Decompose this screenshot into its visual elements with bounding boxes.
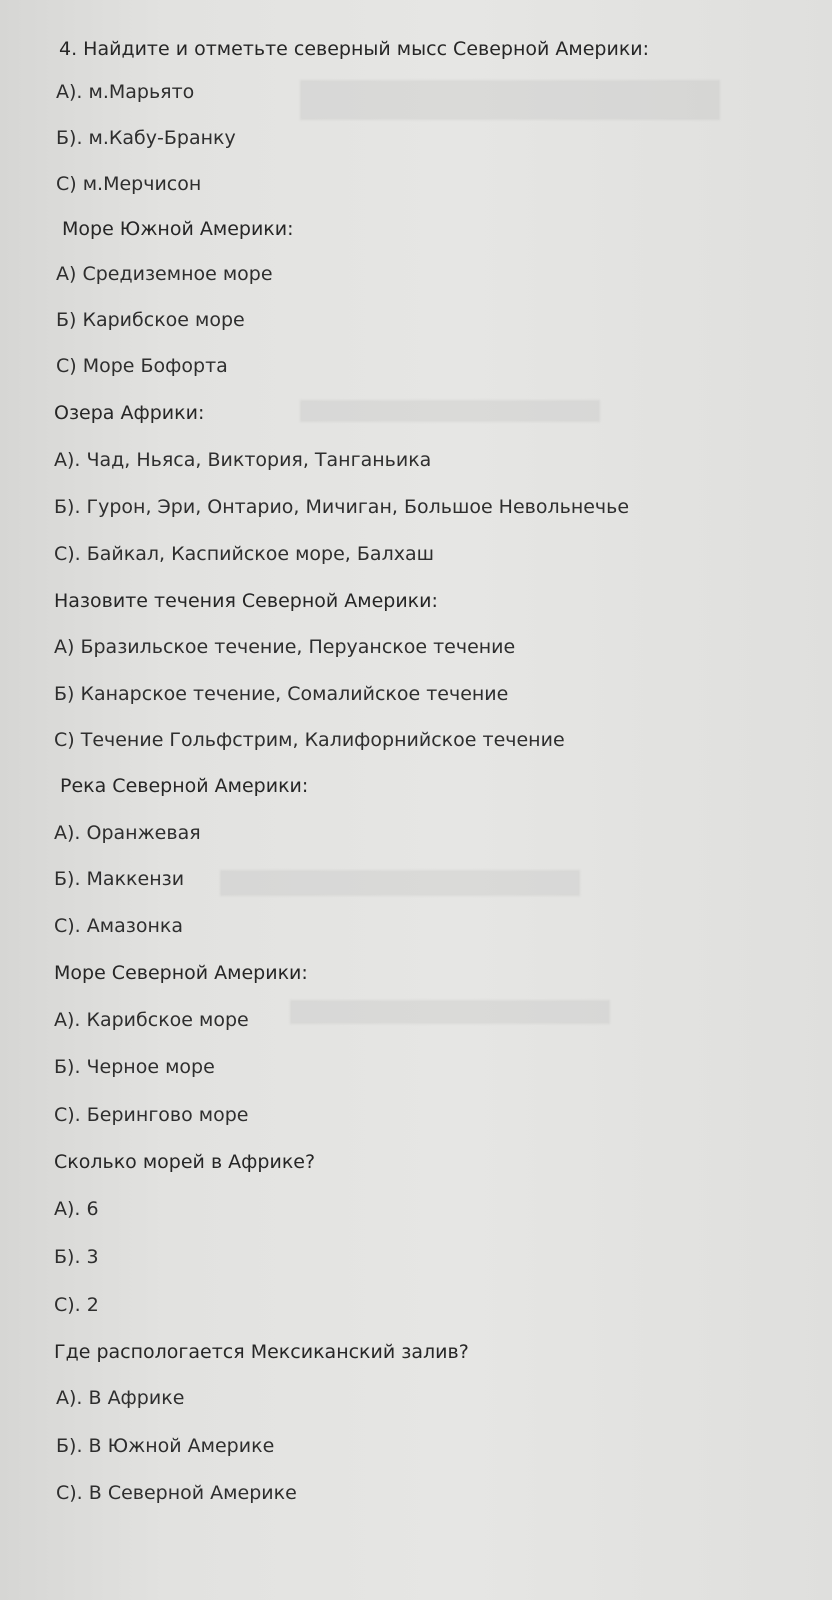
- question-3-text: Озера Африки:: [54, 402, 205, 424]
- question-1-option-b: Б). м.Кабу-Бранку: [56, 127, 236, 149]
- question-6-option-a: А). Карибское море: [54, 1009, 249, 1031]
- question-5-option-a: А). Оранжевая: [54, 822, 201, 844]
- question-4-option-c: С) Течение Гольфстрим, Калифорнийское течение: [54, 729, 565, 751]
- question-2-text: Море Южной Америки:: [62, 218, 294, 240]
- question-5-option-c: С). Амазонка: [54, 915, 184, 937]
- question-7-text: Сколько морей в Африке?: [54, 1151, 316, 1173]
- question-6-option-c: С). Берингово море: [54, 1104, 249, 1126]
- question-7-option-a: А). 6: [54, 1198, 99, 1220]
- question-8-text: Где распологается Мексиканский залив?: [54, 1341, 469, 1363]
- question-6-text: Море Северной Америки:: [54, 962, 308, 984]
- question-3-option-c: С). Байкал, Каспийское море, Балхаш: [54, 543, 434, 565]
- question-2-option-c: С) Море Бофорта: [56, 355, 228, 377]
- question-5-option-b: Б). Маккензи: [54, 868, 185, 890]
- question-8-option-b: Б). В Южной Америке: [56, 1435, 275, 1457]
- question-3-option-b: Б). Гурон, Эри, Онтарио, Мичиган, Большое Невольнечье: [54, 496, 630, 518]
- question-3-option-a: А). Чад, Ньяса, Виктория, Танганьика: [54, 449, 432, 471]
- question-1-option-a: А). м.Марьято: [56, 81, 195, 103]
- question-1-text: 4. Найдите и отметьте северный мысс Северной Америки:: [59, 38, 650, 60]
- question-4-option-b: Б) Канарское течение, Сомалийское течение: [54, 683, 509, 705]
- question-6-option-b: Б). Черное море: [54, 1056, 215, 1078]
- question-8-option-c: С). В Северной Америке: [56, 1482, 297, 1504]
- question-5-text: Река Северной Америки:: [60, 775, 309, 797]
- question-4-option-a: А) Бразильское течение, Перуанское течение: [54, 636, 516, 658]
- question-7-option-b: Б). 3: [54, 1246, 99, 1268]
- question-7-option-c: С). 2: [54, 1294, 99, 1316]
- question-1-option-c: С) м.Мерчисон: [56, 173, 202, 195]
- question-2-option-a: А) Средиземное море: [56, 263, 273, 285]
- question-8-option-a: А). В Африке: [56, 1387, 185, 1409]
- question-4-text: Назовите течения Северной Америки:: [54, 590, 438, 612]
- question-2-option-b: Б) Карибское море: [56, 309, 245, 331]
